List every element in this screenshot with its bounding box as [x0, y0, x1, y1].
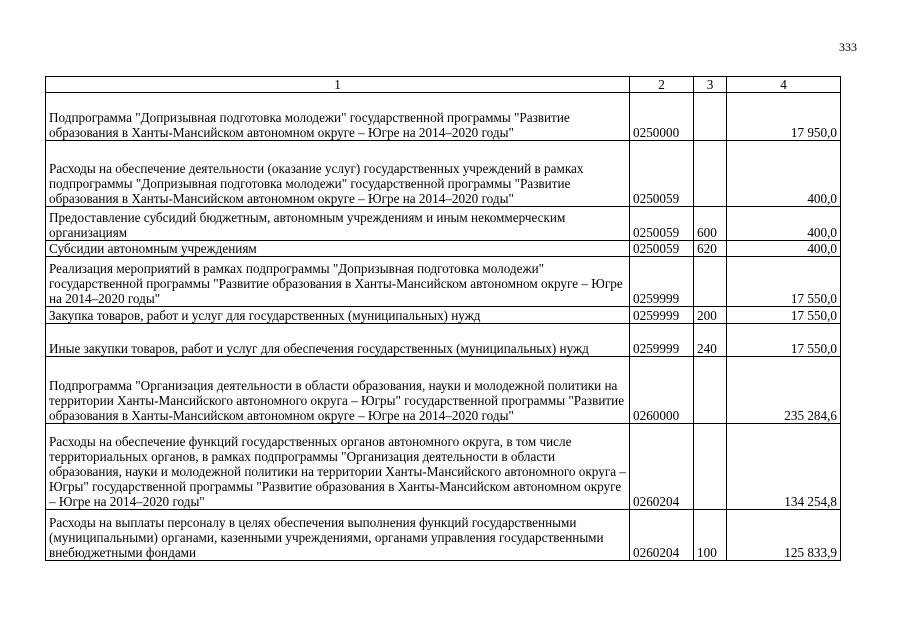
row-code: 0250059 [630, 141, 694, 207]
table-row [46, 257, 841, 307]
row-code: 0260204 [630, 510, 694, 561]
table-row [46, 307, 841, 324]
row-kind [694, 141, 727, 207]
table-row [46, 207, 841, 241]
column-header: 4 [727, 77, 841, 93]
row-name: Расходы на выплаты персоналу в целях обеспечения выполнения функций государственными (муниципальными) органами, казенными учреждениями, органами управления государственными внебюджетными фондами [46, 510, 630, 561]
row-kind: 620 [694, 241, 727, 257]
row-kind [694, 93, 727, 141]
row-amount: 134 254,8 [727, 424, 841, 510]
row-kind: 600 [694, 207, 727, 241]
column-header: 2 [630, 77, 694, 93]
row-amount: 125 833,9 [727, 510, 841, 561]
row-code: 0250059 [630, 241, 694, 257]
row-name: Субсидии автономным учреждениям [46, 241, 630, 257]
row-name: Предоставление субсидий бюджетным, автономным учреждениям и иным некоммерческим организациям [46, 207, 630, 241]
row-name: Реализация мероприятий в рамках подпрограммы "Допризывная подготовка молодежи" государственной программы "Развитие образования в Ханты-Мансийском автономном округе – Югре на 2014–2020 годы" [46, 257, 630, 307]
row-name: Расходы на обеспечение функций государственных органов автономного округа, в том числе территориальных органов, в рамках подпрограммы "Организация деятельности в области образования, науки и молодежной политики на территории Ханты-Мансийского автономного округа – Югры" государственной программы "Развитие образования в Ханты-Мансийском автономном округе – Югре на 2014–2020 годы" [46, 424, 630, 510]
table-row [46, 424, 841, 510]
budget-table [45, 76, 841, 561]
table-row [46, 241, 841, 257]
row-kind [694, 357, 727, 424]
row-code: 0250000 [630, 93, 694, 141]
row-amount: 17 550,0 [727, 307, 841, 324]
row-amount: 17 950,0 [727, 93, 841, 141]
row-amount: 235 284,6 [727, 357, 841, 424]
row-name: Подпрограмма "Организация деятельности в области образования, науки и молодежной политики на территории Ханты-Мансийского автономного округа – Югры" государственной программы "Развитие образования в Ханты-Мансийском автономном округе – Югре на 2014–2020 годы" [46, 357, 630, 424]
row-name: Иные закупки товаров, работ и услуг для обеспечения государственных (муниципальных) нужд [46, 324, 630, 357]
row-kind [694, 257, 727, 307]
row-name: Закупка товаров, работ и услуг для государственных (муниципальных) нужд [46, 307, 630, 324]
row-kind: 100 [694, 510, 727, 561]
row-code: 0250059 [630, 207, 694, 241]
table-row [46, 93, 841, 141]
row-amount: 400,0 [727, 141, 841, 207]
row-code: 0259999 [630, 324, 694, 357]
row-code: 0259999 [630, 257, 694, 307]
row-code: 0260000 [630, 357, 694, 424]
row-name: Расходы на обеспечение деятельности (оказание услуг) государственных учреждений в рамках подпрограммы "Допризывная подготовка молодежи" государственной программы "Развитие образования в Ханты-Мансийском автономном округе – Югре на 2014–2020 годы" [46, 141, 630, 207]
row-kind [694, 424, 727, 510]
table-row [46, 357, 841, 424]
row-amount: 17 550,0 [727, 257, 841, 307]
column-header: 1 [46, 77, 630, 93]
table-row [46, 141, 841, 207]
row-amount: 400,0 [727, 207, 841, 241]
page-number: 333 [839, 40, 857, 54]
row-amount: 400,0 [727, 241, 841, 257]
row-name: Подпрограмма "Допризывная подготовка молодежи" государственной программы "Развитие образования в Ханты-Мансийском автономном округе – Югре на 2014–2020 годы" [46, 93, 630, 141]
table-row [46, 324, 841, 357]
row-kind: 200 [694, 307, 727, 324]
row-code: 0259999 [630, 307, 694, 324]
column-header: 3 [694, 77, 727, 93]
row-amount: 17 550,0 [727, 324, 841, 357]
row-kind: 240 [694, 324, 727, 357]
table-header-row [46, 77, 841, 93]
table-row [46, 510, 841, 561]
row-code: 0260204 [630, 424, 694, 510]
